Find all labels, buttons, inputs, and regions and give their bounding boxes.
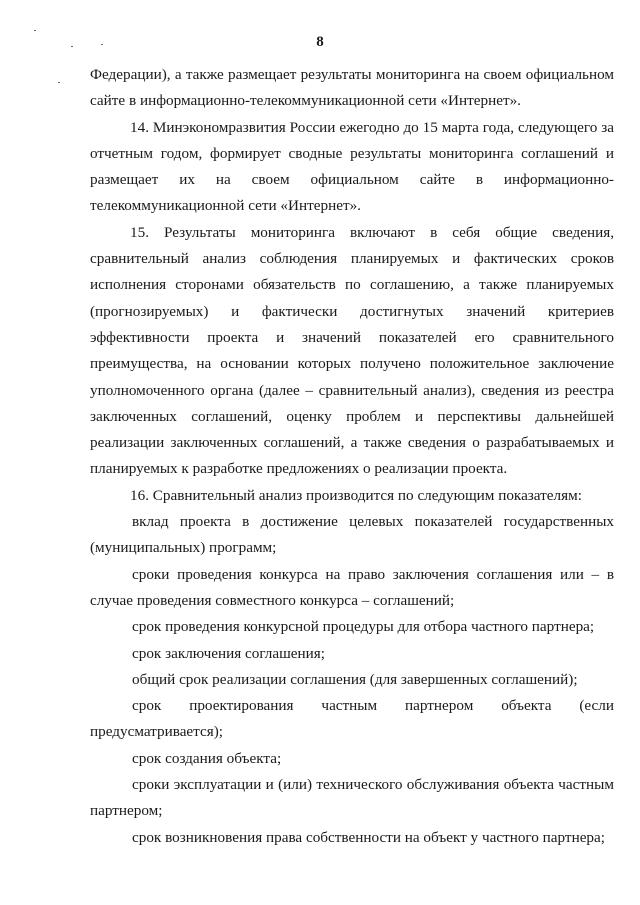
indicator-item: срок заключения соглашения; (132, 644, 325, 662)
indicator-item: сроки эксплуатации и (или) технического обслуживания объекта частным партнером; (90, 776, 614, 820)
page-number: 8 (316, 34, 324, 50)
indicator-item: сроки проведения конкурса на право заключения соглашения или – в случае проведения совместного конкурса – соглашений; (90, 565, 614, 609)
indicator-item: вклад проекта в достижение целевых показателей государственных (муниципальных) программ; (90, 513, 614, 557)
paragraph-15: 15. Результаты мониторинга включают в себя общие сведения, сравнительный анализ соблюдения планируемых и фактических сроков исполнения сторонами обязательств по соглашению, а также планируемых (прогнозируемых) и фактически достигнутых значений критериев эффективности проекта и значений показателей его сравнительного преимущества, на основании которых получено положительное заключение уполномоченного органа (далее – сравнительный анализ), сведения из реестра заключенных соглашений, оценку проблем и перспективы дальнейшей реализации заключенных соглашений, а также сведения о разрабатываемых и планируемых к разработке предложениях о реализации проекта. (90, 223, 614, 478)
paragraph-14: 14. Минэкономразвития России ежегодно до 15 марта года, следующего за отчетным годом, формирует сводные результаты мониторинга соглашений и размещает их на своем официальном сайте в информационно-телекоммуникационной сети «Интернет». (90, 118, 614, 215)
paragraph-continuation: Федерации), а также размещает результаты мониторинга на своем официальном сайте в информационно-телекоммуникационной сети «Интернет». (90, 66, 614, 110)
indicator-item: срок проектирования частным партнером объекта (если предусматривается); (90, 697, 614, 741)
indicator-item: общий срок реализации соглашения (для завершенных соглашений); (132, 670, 578, 688)
indicator-item: срок проведения конкурсной процедуры для отбора частного партнера; (132, 618, 595, 636)
paragraph-16: 16. Сравнительный анализ производится по следующим показателям: (130, 486, 582, 504)
indicator-list (90, 509, 614, 851)
indicator-item: срок возникновения права собственности на объект у частного партнера; (132, 828, 605, 846)
document-body (90, 62, 614, 851)
indicator-item: срок создания объекта; (132, 749, 282, 767)
